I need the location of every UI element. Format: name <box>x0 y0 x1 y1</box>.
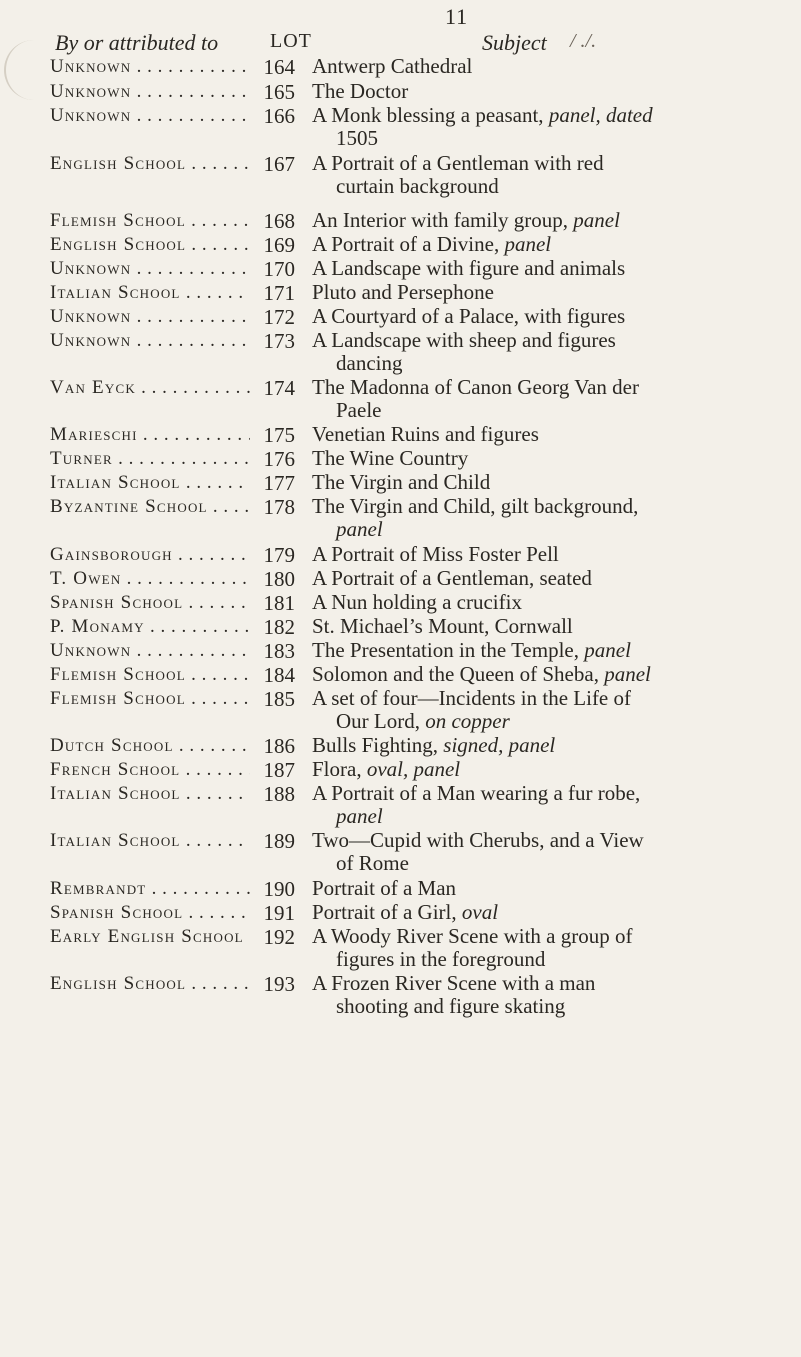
artist-name: Unknown . . . <box>50 80 250 104</box>
subject-note: panel <box>584 638 631 662</box>
lot-number: 182 <box>263 615 295 639</box>
artist-name: Unknown . . . <box>50 104 250 128</box>
lot-subject <box>312 376 792 422</box>
subject-text: St. Michael’s Mount, Cornwall <box>312 614 573 638</box>
lot-number: 170 <box>263 257 295 281</box>
lot-number: 185 <box>263 687 295 711</box>
lot-subject <box>312 925 792 971</box>
subject-text: A Portrait of a Gentleman with red <box>312 151 604 175</box>
subject-text: Portrait of a Man <box>312 876 457 900</box>
subject-text: The Virgin and Child <box>312 470 491 494</box>
lot-subject <box>312 782 792 828</box>
artist-name: English School . . . <box>50 972 250 996</box>
lot-number: 190 <box>263 877 295 901</box>
lot-subject <box>312 152 792 198</box>
lot-subject <box>312 829 792 875</box>
artist-name: Unknown . . . <box>50 55 250 79</box>
lot-number: 179 <box>263 543 295 567</box>
subject-text: A Woody River Scene with a group of <box>312 924 633 948</box>
lot-subject <box>312 80 792 103</box>
subject-continuation: dancing <box>336 351 403 375</box>
lot-number: 169 <box>263 233 295 257</box>
subject-text: A Portrait of Miss Foster Pell <box>312 542 559 566</box>
column-header-attributed: By or attributed to <box>55 30 219 55</box>
lot-number: 192 <box>263 925 295 949</box>
artist-name: Gainsborough . . . <box>50 543 250 567</box>
lot-number: 181 <box>263 591 295 615</box>
lot-number: 171 <box>263 281 295 305</box>
artist-name: Spanish School . . . <box>50 591 250 615</box>
artist-name: Unknown . . . <box>50 257 250 281</box>
lot-number: 184 <box>263 663 295 687</box>
artist-name: Unknown . . . <box>50 329 250 353</box>
lot-number: 188 <box>263 782 295 806</box>
artist-name: English School . . . <box>50 152 250 176</box>
lot-subject <box>312 972 792 1018</box>
artist-name: Early English School . . . <box>50 925 250 949</box>
lot-subject <box>312 734 792 757</box>
lot-number: 186 <box>263 734 295 758</box>
subject-text: The Wine Country <box>312 446 469 470</box>
subject-text: Portrait of a Girl, <box>312 900 457 924</box>
subject-text: A Portrait of a Divine, <box>312 232 500 256</box>
lot-number: 191 <box>263 901 295 925</box>
lot-subject <box>312 209 792 232</box>
lot-subject <box>312 901 792 924</box>
column-header-lot: LOT <box>270 30 312 52</box>
lot-number: 172 <box>263 305 295 329</box>
artist-name: Unknown . . . <box>50 639 250 663</box>
lot-number: 175 <box>263 423 295 447</box>
lot-subject <box>312 495 792 541</box>
lot-number: 164 <box>263 55 295 79</box>
subject-text: Antwerp Cathedral <box>312 54 473 78</box>
subject-continuation-note: on copper <box>425 709 510 733</box>
artist-name: Byzantine School . . . <box>50 495 250 519</box>
subject-continuation: 1505 <box>336 126 378 150</box>
lot-subject <box>312 281 792 304</box>
subject-continuation: shooting and figure skating <box>336 994 566 1018</box>
lot-number: 176 <box>263 447 295 471</box>
lot-subject <box>312 663 792 686</box>
subject-continuation <box>312 518 792 541</box>
lot-subject <box>312 567 792 590</box>
subject-text: A Landscape with sheep and figures <box>312 328 616 352</box>
subject-text: A Portrait of a Man wearing a fur robe, <box>312 781 641 805</box>
subject-text: Bulls Fighting, <box>312 733 439 757</box>
lot-number: 166 <box>263 104 295 128</box>
lot-number: 174 <box>263 376 295 400</box>
column-header-subject-note: / ./. <box>570 30 597 52</box>
artist-name: Italian School . . . <box>50 281 250 305</box>
subject-continuation-note: panel <box>336 804 383 828</box>
artist-name: Van Eyck . . . <box>50 376 250 400</box>
subject-text: A Portrait of a Gentleman, seated <box>312 566 592 590</box>
subject-note: panel, dated <box>548 103 653 127</box>
artist-name: Flemish School . . . <box>50 209 250 233</box>
lot-number: 177 <box>263 471 295 495</box>
subject-text: The Presentation in the Temple, <box>312 638 579 662</box>
lot-subject <box>312 447 792 470</box>
artist-name: Marieschi . . . <box>50 423 250 447</box>
lot-subject <box>312 233 792 256</box>
artist-name: P. Monamy . . . <box>50 615 250 639</box>
lot-subject <box>312 305 792 328</box>
artist-name: Spanish School . . . <box>50 901 250 925</box>
lot-subject <box>312 877 792 900</box>
lot-subject <box>312 615 792 638</box>
subject-continuation-note: panel <box>336 517 383 541</box>
subject-note: signed, panel <box>443 733 556 757</box>
lot-subject <box>312 471 792 494</box>
subject-note: panel <box>573 208 620 232</box>
column-header-subject: Subject <box>482 30 547 55</box>
subject-text: Venetian Ruins and figures <box>312 422 539 446</box>
subject-text: A Nun holding a crucifix <box>312 590 522 614</box>
subject-continuation: figures in the foreground <box>336 947 546 971</box>
artist-name: Unknown . . . <box>50 305 250 329</box>
lot-subject <box>312 543 792 566</box>
subject-continuation <box>312 805 792 828</box>
subject-text: Pluto and Persephone <box>312 280 494 304</box>
subject-text: An Interior with family group, <box>312 208 569 232</box>
subject-continuation: Paele <box>336 398 382 422</box>
subject-text: A Monk blessing a peasant, <box>312 103 544 127</box>
lot-subject <box>312 104 792 150</box>
artist-name: Italian School . . . <box>50 471 250 495</box>
lot-subject <box>312 591 792 614</box>
lot-number: 187 <box>263 758 295 782</box>
subject-note: oval, panel <box>366 757 461 781</box>
subject-note: panel <box>604 662 651 686</box>
lot-number: 178 <box>263 495 295 519</box>
lot-number: 180 <box>263 567 295 591</box>
subject-text: The Madonna of Canon Georg Van der <box>312 375 639 399</box>
artist-name: Rembrandt . . . <box>50 877 250 901</box>
subject-text: A set of four—Incidents in the Life of <box>312 686 631 710</box>
lot-subject <box>312 329 792 375</box>
subject-note: panel <box>504 232 552 256</box>
subject-text: Flora, <box>312 757 362 781</box>
lot-subject <box>312 639 792 662</box>
subject-continuation: curtain background <box>336 174 499 198</box>
subject-continuation: of Rome <box>336 851 409 875</box>
subject-note: oval <box>461 900 499 924</box>
lot-subject <box>312 257 792 280</box>
artist-name: T. Owen . . . <box>50 567 250 591</box>
subject-text: Two—Cupid with Cherubs, and a View <box>312 828 644 852</box>
artist-name: Italian School . . . <box>50 829 250 853</box>
lot-subject <box>312 687 792 733</box>
artist-name: Italian School . . . <box>50 782 250 806</box>
lot-subject <box>312 55 792 78</box>
subject-text: A Courtyard of a Palace, with figures <box>312 304 626 328</box>
page-number: 11 <box>445 4 469 29</box>
artist-name: Dutch School . . . <box>50 734 250 758</box>
lot-subject <box>312 423 792 446</box>
artist-name: French School . . . <box>50 758 250 782</box>
lot-number: 189 <box>263 829 295 853</box>
artist-name: Flemish School . . . <box>50 687 250 711</box>
lot-number: 168 <box>263 209 295 233</box>
subject-text: A Landscape with figure and animals <box>312 256 626 280</box>
artist-name: Flemish School . . . <box>50 663 250 687</box>
lot-number: 183 <box>263 639 295 663</box>
subject-text: The Virgin and Child, gilt background, <box>312 494 639 518</box>
lot-number: 173 <box>263 329 295 353</box>
margin-binding-mark <box>4 40 36 100</box>
lot-number: 165 <box>263 80 295 104</box>
lot-number: 193 <box>263 972 295 996</box>
lot-number: 167 <box>263 152 295 176</box>
subject-continuation: Our Lord, on copper <box>336 709 510 733</box>
artist-name: Turner . . . <box>50 447 250 471</box>
lot-subject <box>312 758 792 781</box>
subject-text: Solomon and the Queen of Sheba, <box>312 662 599 686</box>
subject-text: A Frozen River Scene with a man <box>312 971 596 995</box>
artist-name: English School . . . <box>50 233 250 257</box>
subject-text: The Doctor <box>312 79 409 103</box>
